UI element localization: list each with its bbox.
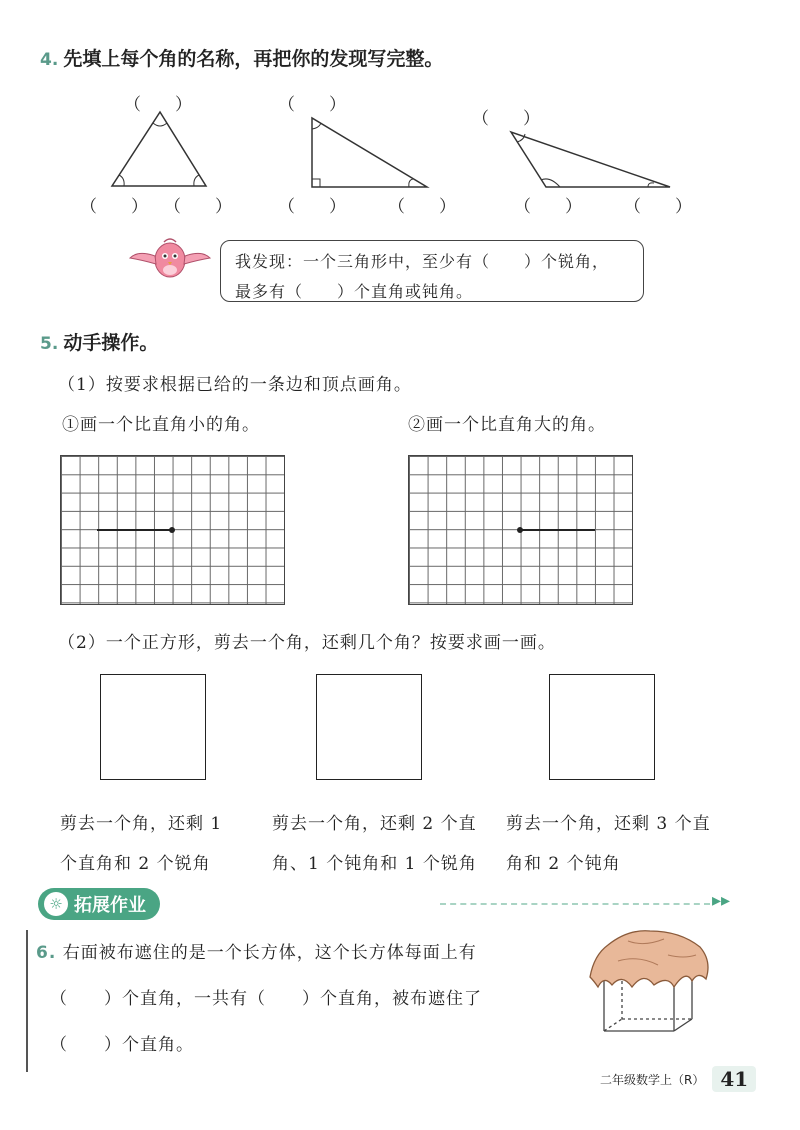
q4-triangles (0, 0, 800, 260)
triangle-obtuse (511, 132, 670, 187)
caption-3 (506, 804, 711, 884)
triangle-right (312, 118, 427, 187)
q5-sub1: ①画一个比直角小的角。 (62, 415, 260, 435)
grid-obtuse-given-side (408, 455, 633, 605)
q6-line3: （ ）个直角。 (50, 1035, 194, 1055)
q4-blank-t1-top[interactable]: （ ） (124, 95, 192, 115)
q4-blank-t1-right[interactable]: （ ） (164, 197, 232, 217)
q4-blank-t3-top[interactable]: （ ） (472, 109, 540, 129)
square-3[interactable] (549, 674, 655, 780)
q6-number: 6. (36, 943, 57, 963)
caption-1 (60, 804, 222, 884)
lightbulb-icon: ☼ (44, 892, 68, 916)
q6-line1-row (36, 938, 477, 963)
q4-number: 4. (40, 50, 59, 70)
q6-line2: （ ）个直角，一共有（ ）个直角，被布遮住了 (50, 989, 482, 1009)
extension-badge (38, 888, 160, 920)
footer (600, 1066, 756, 1092)
extension-badge-label: 拓展作业 (74, 895, 146, 916)
q5-number: 5. (40, 334, 59, 354)
q4-bubble-line1: 我发现：一个三角形中，至少有（ ）个锐角， (235, 252, 610, 271)
q4-blank-t2-left[interactable]: （ ） (278, 197, 346, 217)
q5-sub2: ②画一个比直角大的角。 (408, 415, 606, 435)
caption-3-line1: 剪去一个角，还剩 3 个直 (506, 814, 711, 834)
caption-1-line2: 个直角和 2 个锐角 (60, 854, 211, 874)
double-chevron-right-icon: ▸▸ (712, 890, 731, 911)
grid-acute-given-side (60, 455, 285, 605)
page-number: 41 (712, 1066, 756, 1092)
pink-bird-icon (128, 236, 212, 282)
q5-part1: （1）按要求根据已给的一条边和顶点画角。 (58, 375, 412, 395)
extension-divider (440, 903, 710, 905)
q4-blank-t2-right[interactable]: （ ） (388, 197, 456, 217)
caption-2-line1: 剪去一个角，还剩 2 个直 (272, 814, 477, 834)
footer-book-title: 二年级数学上（R） (600, 1072, 705, 1087)
q4-blank-t3-right[interactable]: （ ） (624, 197, 692, 217)
q5-heading (40, 328, 158, 355)
caption-2-line2: 角、1 个钝角和 1 个锐角 (272, 854, 477, 874)
q4-title: 先填上每个角的名称，再把你的发现写完整。 (63, 48, 444, 70)
margin-rule (26, 930, 28, 1072)
caption-1-line1: 剪去一个角，还剩 1 (60, 814, 223, 834)
q4-blank-t3-left[interactable]: （ ） (514, 197, 582, 217)
square-2[interactable] (316, 674, 422, 780)
q4-bubble-line2: 最多有（ ）个直角或钝角。 (235, 282, 474, 301)
caption-3-line2: 角和 2 个钝角 (506, 854, 621, 874)
q4-blank-t2-top[interactable]: （ ） (278, 95, 346, 115)
q6-line1: 右面被布遮住的是一个长方体，这个长方体每面上有 (62, 943, 477, 963)
q4-discovery-bubble (220, 240, 644, 302)
caption-2 (272, 804, 477, 884)
triangle-acute (112, 112, 206, 186)
q5-part2: （2）一个正方形，剪去一个角，还剩几个角？按要求画一画。 (58, 633, 556, 653)
covered-cuboid-icon (588, 925, 728, 1037)
square-1[interactable] (100, 674, 206, 780)
q4-blank-t1-left[interactable]: （ ） (80, 197, 148, 217)
q5-title: 动手操作。 (63, 332, 159, 354)
